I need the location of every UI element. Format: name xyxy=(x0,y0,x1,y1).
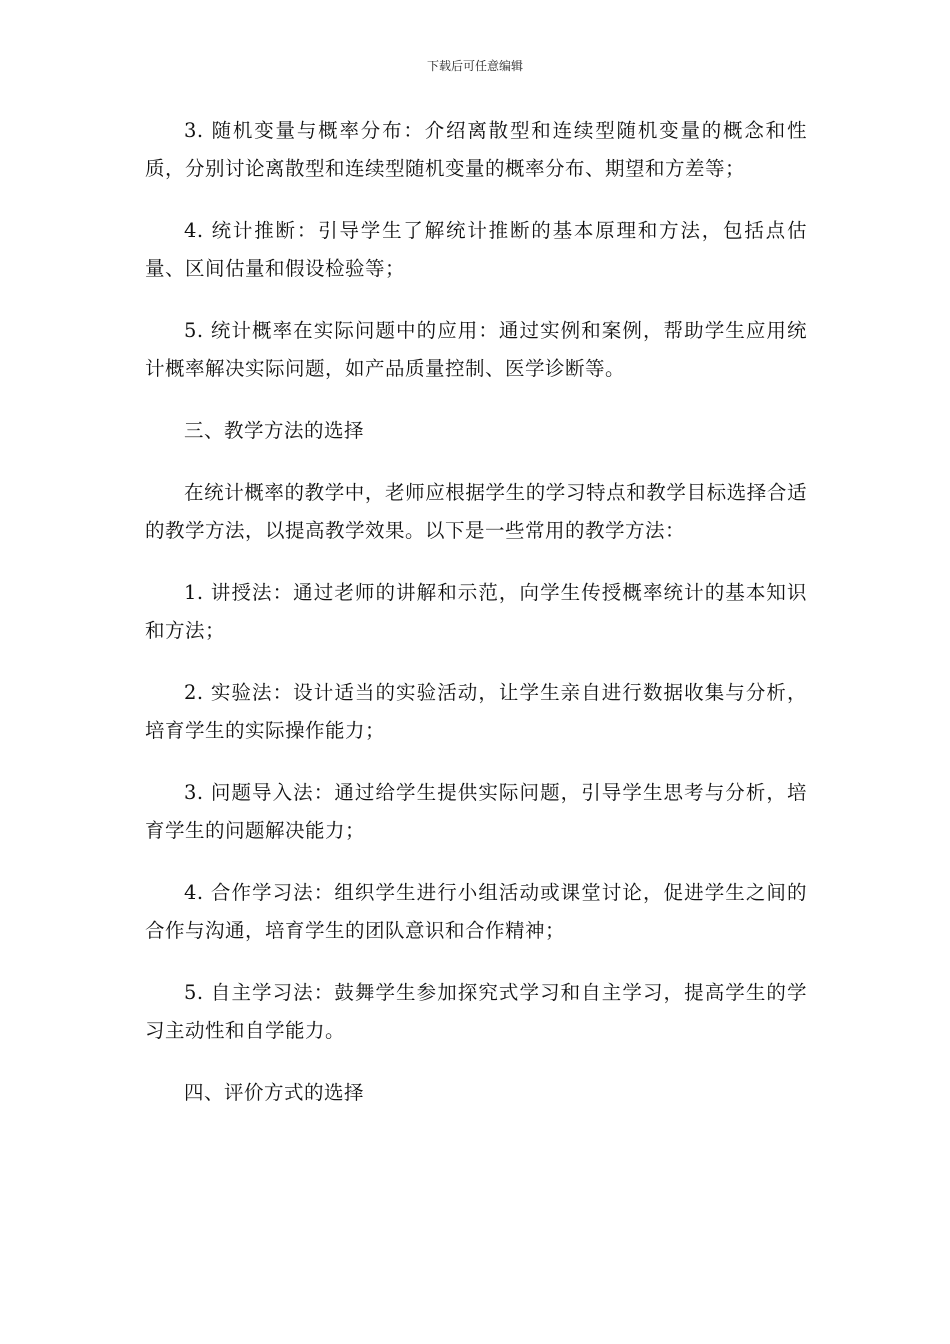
page-header-note: 下载后可任意编辑 xyxy=(426,59,523,73)
list-item-random-variables: 3. 随机变量与概率分布：介绍离散型和连续型随机变量的概念和性质，分别讨论离散型和连续型随机变量的概率分布、期望和方差等； xyxy=(145,119,807,180)
list-item-lecture-method: 1. 讲授法：通过老师的讲解和示范，向学生传授概率统计的基本知识和方法； xyxy=(145,581,807,642)
document-body xyxy=(145,112,807,1136)
section-heading-teaching-methods: 三、教学方法的选择 xyxy=(184,419,365,442)
list-item-problem-method: 3. 问题导入法：通过给学生提供实际问题，引导学生思考与分析，培育学生的问题解决能力； xyxy=(145,781,807,842)
section-heading-evaluation: 四、评价方式的选择 xyxy=(184,1081,365,1104)
list-item-self-study-method: 5. 自主学习法：鼓舞学生参加探究式学习和自主学习，提高学生的学习主动性和自学能力。 xyxy=(145,981,807,1042)
list-item-cooperative-method: 4. 合作学习法：组织学生进行小组活动或课堂讨论，促进学生之间的合作与沟通，培育学生的团队意识和合作精神； xyxy=(145,881,807,942)
paragraph-methods-intro: 在统计概率的教学中，老师应根据学生的学习特点和教学目标选择合适的教学方法，以提高教学效果。以下是一些常用的教学方法： xyxy=(145,481,807,542)
list-item-applications: 5. 统计概率在实际问题中的应用：通过实例和案例，帮助学生应用统计概率解决实际问题，如产品质量控制、医学诊断等。 xyxy=(145,319,807,380)
list-item-experiment-method: 2. 实验法：设计适当的实验活动，让学生亲自进行数据收集与分析，培育学生的实际操作能力； xyxy=(145,681,807,742)
list-item-statistical-inference: 4. 统计推断：引导学生了解统计推断的基本原理和方法，包括点估量、区间估量和假设检验等； xyxy=(145,219,807,280)
